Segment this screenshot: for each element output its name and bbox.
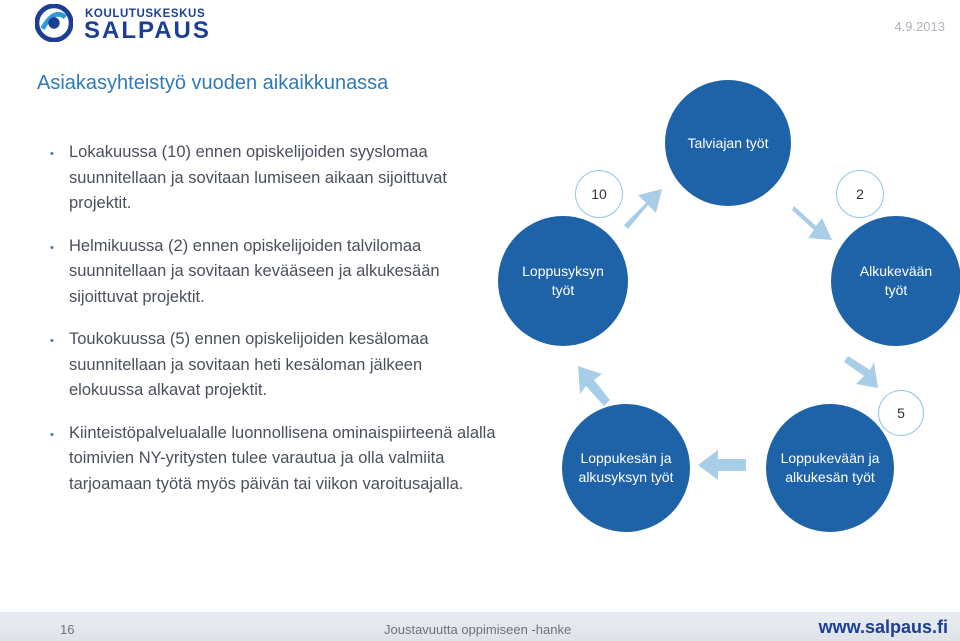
cycle-node-label: Loppusyksyn työt [522,263,604,298]
slide-title: Asiakasyhteistyö vuoden aikaikkunassa [37,72,389,94]
month-badge-october: 10 [575,170,623,218]
bullet-dot-icon: • [50,148,54,160]
cycle-node-loppusyksyn [498,216,628,346]
cycle-arrow-icon [790,198,836,244]
cycle-arrow-icon [842,352,882,400]
bullet-item [50,327,500,404]
month-badge-may: 5 [878,390,924,436]
cycle-arrow-icon [620,185,666,231]
cycle-node-loppukesan [562,404,690,532]
bullet-text: Toukokuussa (5) ennen opiskelijoiden kesälomaa suunnitellaan ja sovitaan heti kesäloman jälkeen elokuussa alkavat projektit. [69,330,429,399]
bullet-text: Lokakuussa (10) ennen opiskelijoiden syyslomaa suunnitellaan ja sovitaan lumiseen aikaan sijoittuvat projektit. [69,143,447,212]
salpaus-logo [35,4,211,44]
bullet-dot-icon: • [50,241,54,254]
cycle-node-label: Loppukesän ja alkusyksyn työt [578,450,674,485]
footer-url: www.salpaus.fi [818,617,948,637]
cycle-arrow-icon [574,360,614,408]
logo-main-text: SALPAUS [84,17,211,44]
bullet-text: Kiinteistöpalvelualalle luonnollisena ominaispiirteenä alalla toimivien NY-yritysten tulee varautua ja olla valmiita tarjoamaan työtä myös päivän tai viikon varoitusajalla. [69,423,496,493]
bullet-text: Helmikuussa (2) ennen opiskelijoiden talvilomaa suunnitellaan ja sovitaan kevääseen ja alkukesään sijoittuvat projektit. [69,236,440,306]
cycle-node-alkukevaan [831,216,960,346]
cycle-arrow-icon [696,448,748,482]
bullet-item [50,421,500,498]
cycle-node-loppukevaan [766,404,894,532]
cycle-node-talviajan [665,80,791,206]
cycle-node-label: Alkukevään työt [859,263,933,298]
slide-date: 4.9.2013 [894,19,945,34]
bullet-dot-icon: • [50,335,54,347]
logo-top-text: KOULUTUSKESKUS [85,8,206,20]
salpaus-emblem-icon [35,4,73,42]
bullet-dot-icon: • [50,428,54,441]
cycle-node-label: Talviajan työt [687,134,769,151]
seasonal-cycle-diagram [490,90,960,560]
bullet-item [50,234,500,311]
page-number: 16 [60,622,75,637]
month-badge-february: 2 [836,170,884,218]
bullet-item [50,140,500,217]
cycle-node-label: Loppukevään ja alkukesän työt [780,450,880,485]
bullet-list [50,140,500,514]
footer-project: Joustavuutta oppimiseen -hanke [384,622,572,637]
